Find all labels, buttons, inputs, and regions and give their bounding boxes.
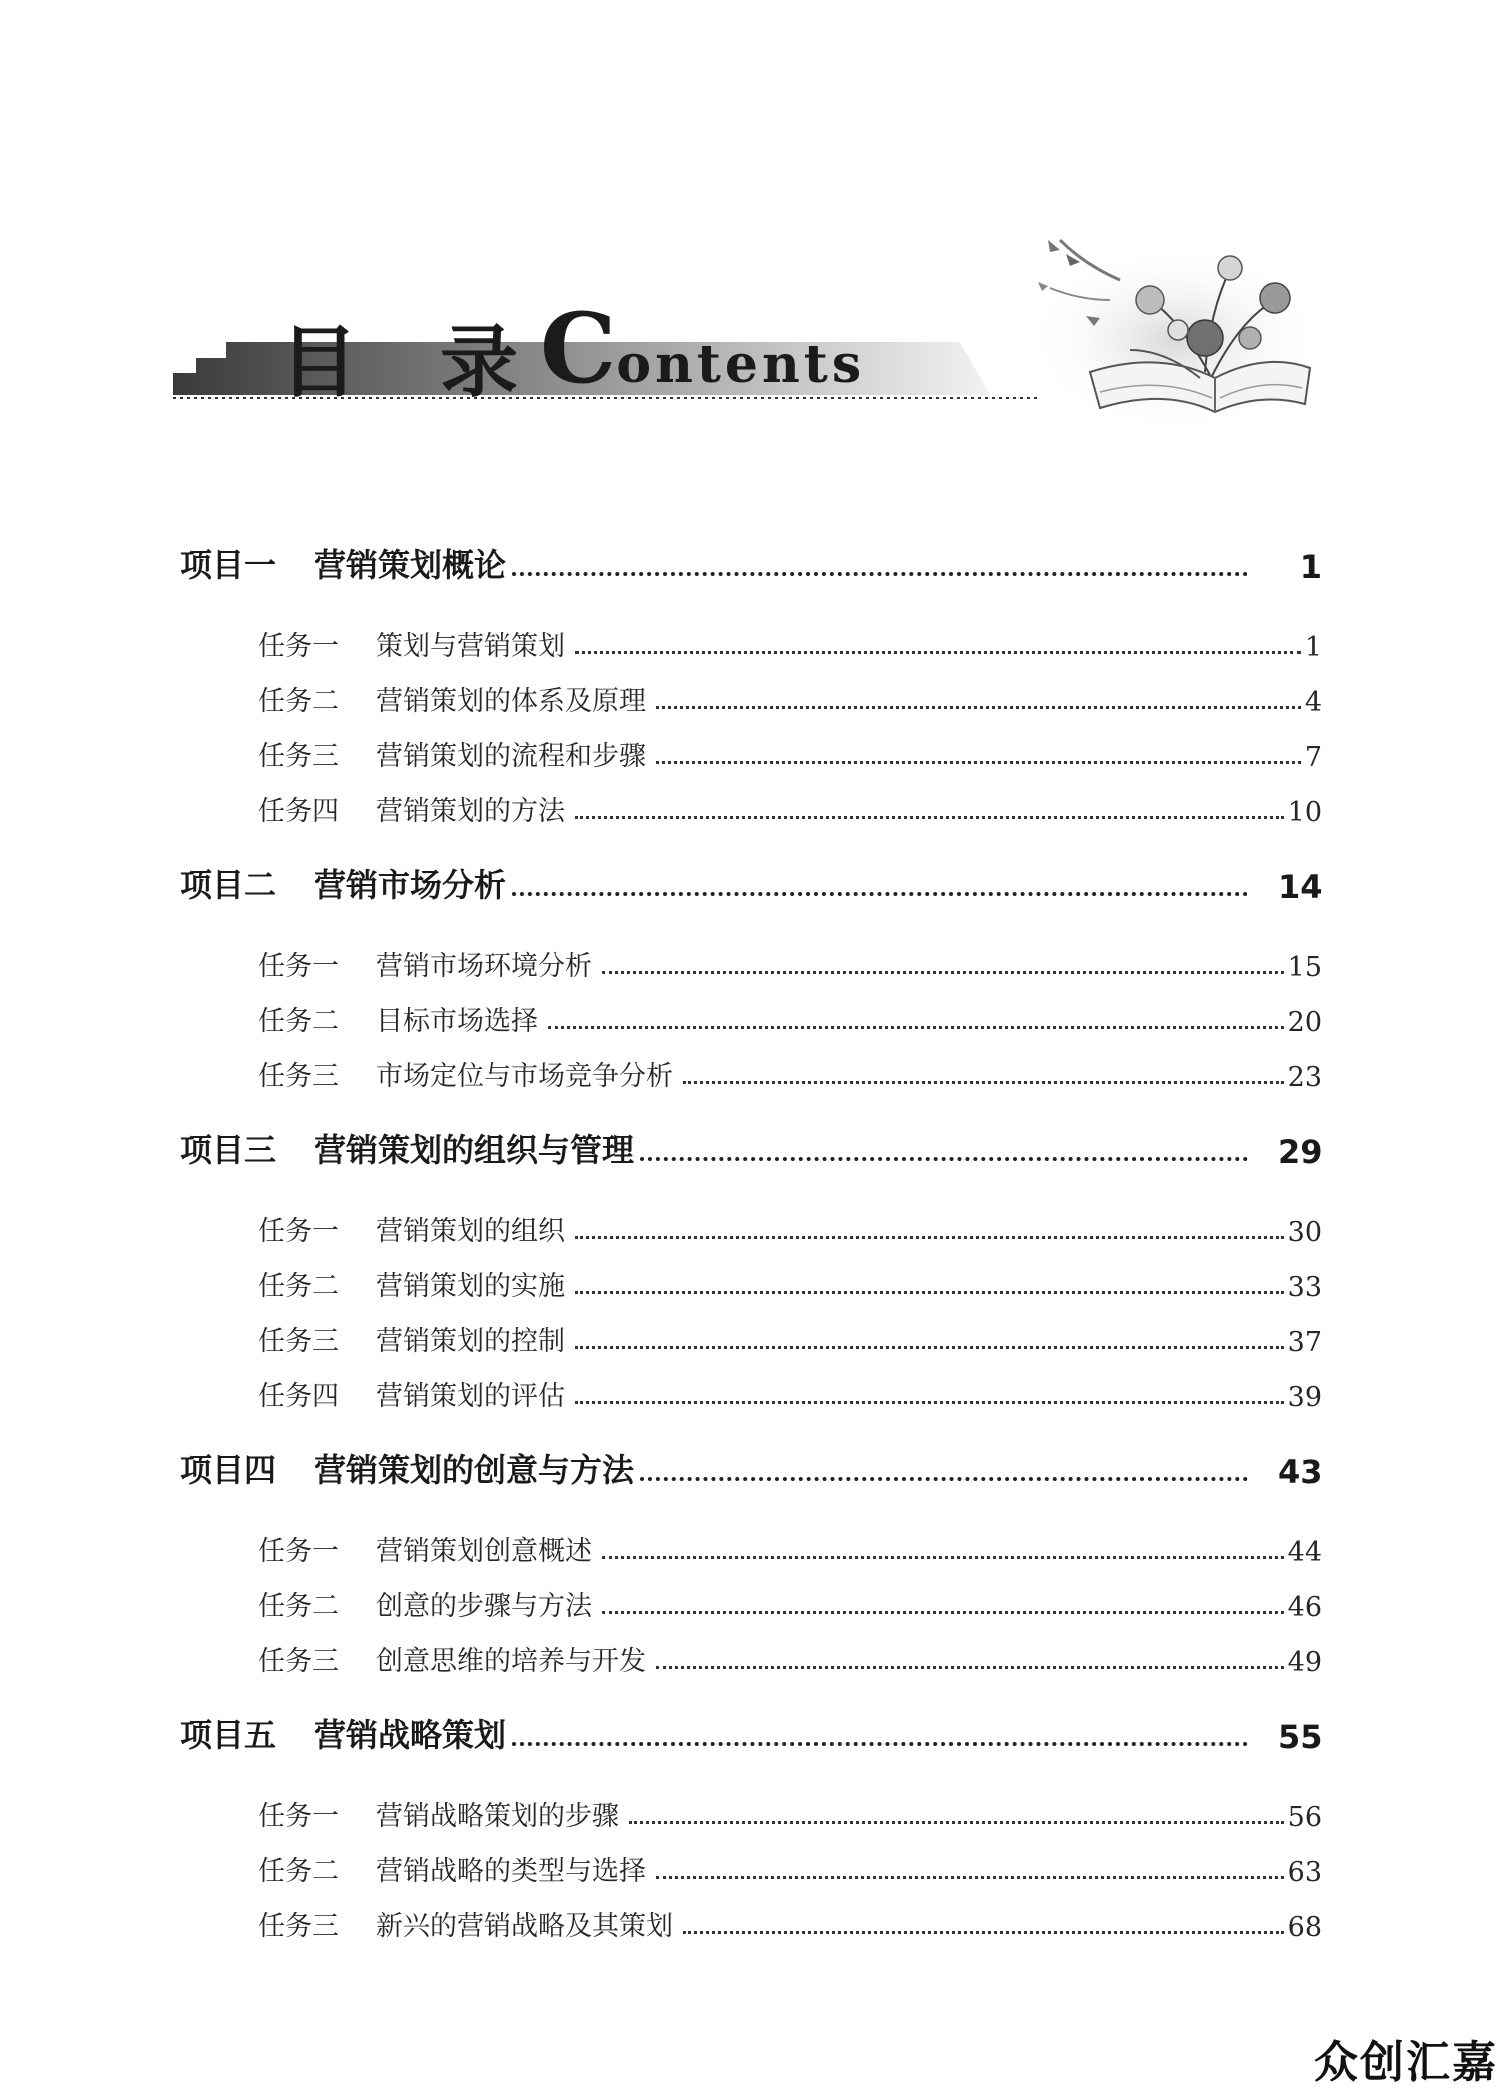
task-label: 任务二: [258, 1006, 339, 1037]
toc-task[interactable]: [180, 1568, 1322, 1623]
task-label: 任务二: [258, 1271, 339, 1302]
task-page-number: 33: [1287, 1272, 1322, 1303]
task-title: 营销策划的控制: [376, 1326, 565, 1357]
dot-leader: [656, 706, 1301, 709]
dot-leader: [656, 761, 1301, 764]
task-title: 营销策划的组织: [376, 1216, 565, 1247]
task-page-number: 37: [1287, 1327, 1322, 1358]
title-contents-rest: ontents: [616, 334, 866, 395]
flower-book-illustration: [1025, 235, 1325, 425]
task-title: 创意的步骤与方法: [376, 1591, 592, 1622]
task-page-number: 15: [1287, 952, 1322, 983]
task-label: 任务二: [258, 1856, 339, 1887]
toc-task[interactable]: [180, 1778, 1322, 1833]
dot-leader: [512, 1742, 1248, 1746]
dot-leader: [602, 1611, 1284, 1614]
project-page-number: 1: [1299, 548, 1322, 586]
task-page-number: 7: [1304, 742, 1322, 773]
dot-leader: [575, 1346, 1284, 1349]
task-page-number: 56: [1287, 1802, 1322, 1833]
task-page-number: 23: [1287, 1062, 1322, 1093]
task-label: 任务四: [258, 796, 339, 827]
dot-leader: [575, 1236, 1284, 1239]
task-label: 任务一: [258, 631, 339, 662]
title-contents: [540, 292, 865, 405]
task-label: 任务二: [258, 1591, 339, 1622]
toc-project-3[interactable]: [180, 1113, 1322, 1171]
task-title: 营销策划的实施: [376, 1271, 565, 1302]
task-label: 任务三: [258, 1326, 339, 1357]
task-label: 任务三: [258, 1061, 339, 1092]
task-label: 任务三: [258, 1911, 339, 1942]
dot-leader: [602, 971, 1284, 974]
toc-project-4[interactable]: [180, 1433, 1322, 1491]
task-label: 任务一: [258, 1536, 339, 1567]
task-page-number: 4: [1304, 687, 1322, 718]
project-title: 营销市场分析: [314, 866, 507, 904]
project-title: 营销策划的创意与方法: [314, 1451, 635, 1489]
dot-leader: [575, 816, 1284, 819]
project-page-number: 29: [1278, 1133, 1323, 1171]
toc-task[interactable]: [180, 1888, 1322, 1943]
task-list-1: [180, 608, 1322, 828]
dot-leader: [640, 1477, 1248, 1481]
toc-task[interactable]: [180, 1358, 1322, 1413]
toc-task[interactable]: [180, 983, 1322, 1038]
task-label: 任务四: [258, 1381, 339, 1412]
dot-leader: [683, 1081, 1284, 1084]
toc-task[interactable]: [180, 1038, 1322, 1093]
task-page-number: 68: [1287, 1912, 1322, 1943]
toc-task[interactable]: [180, 773, 1322, 828]
task-title: 营销战略策划的步骤: [376, 1801, 619, 1832]
task-list-3: [180, 1193, 1322, 1413]
dot-leader: [656, 1666, 1284, 1669]
task-title: 新兴的营销战略及其策划: [376, 1911, 673, 1942]
task-list-5: [180, 1778, 1322, 1943]
task-title: 市场定位与市场竞争分析: [376, 1061, 673, 1092]
toc-task[interactable]: [180, 718, 1322, 773]
task-page-number: 46: [1287, 1592, 1322, 1623]
toc-task[interactable]: [180, 663, 1322, 718]
task-page-number: 39: [1287, 1382, 1322, 1413]
task-page-number: 10: [1287, 797, 1322, 828]
project-title: 营销策划概论: [314, 546, 507, 584]
toc-task[interactable]: [180, 1833, 1322, 1888]
toc-project-5[interactable]: [180, 1698, 1322, 1756]
title-contents-initial: C: [540, 292, 617, 405]
dot-leader: [512, 892, 1248, 896]
task-page-number: 20: [1287, 1007, 1322, 1038]
dot-leader: [656, 1876, 1284, 1879]
dot-leader: [575, 1291, 1284, 1294]
task-page-number: 63: [1287, 1857, 1322, 1888]
toc-task[interactable]: [180, 1193, 1322, 1248]
project-title: 营销策划的组织与管理: [314, 1131, 635, 1169]
dot-leader: [575, 1401, 1284, 1404]
task-page-number: 1: [1304, 632, 1322, 663]
task-label: 任务三: [258, 741, 339, 772]
task-label: 任务二: [258, 686, 339, 717]
project-label: 项目二: [180, 866, 277, 904]
toc-task[interactable]: [180, 1623, 1322, 1678]
title-char-mu: 目: [280, 317, 361, 408]
project-page-number: 55: [1278, 1718, 1323, 1756]
dot-leader: [512, 572, 1248, 576]
task-list-4: [180, 1513, 1322, 1678]
toc-task[interactable]: [180, 1303, 1322, 1358]
project-label: 项目一: [180, 546, 277, 584]
dot-leader: [602, 1556, 1284, 1559]
dot-leader: [575, 651, 1301, 654]
task-title: 目标市场选择: [376, 1006, 538, 1037]
toc-task[interactable]: [180, 608, 1322, 663]
task-title: 营销战略的类型与选择: [376, 1856, 646, 1887]
toc-task[interactable]: [180, 1513, 1322, 1568]
task-label: 任务三: [258, 1646, 339, 1677]
project-label: 项目五: [180, 1716, 277, 1754]
task-label: 任务一: [258, 1801, 339, 1832]
dot-leader: [548, 1026, 1284, 1029]
task-title: 营销策划的流程和步骤: [376, 741, 646, 772]
task-title: 营销策划创意概述: [376, 1536, 592, 1567]
publisher-watermark: 众创汇嘉: [1314, 2037, 1498, 2088]
task-page-number: 30: [1287, 1217, 1322, 1248]
task-title: 创意思维的培养与开发: [376, 1646, 646, 1677]
dot-leader: [640, 1157, 1248, 1161]
task-page-number: 44: [1287, 1537, 1322, 1568]
contents-header: [0, 0, 1504, 440]
task-title: 营销策划的体系及原理: [376, 686, 646, 717]
table-of-contents: [180, 528, 1322, 1963]
project-page-number: 14: [1278, 868, 1323, 906]
project-title: 营销战略策划: [314, 1716, 507, 1754]
toc-project-2[interactable]: [180, 848, 1322, 906]
dot-leader: [629, 1821, 1284, 1824]
toc-project-1[interactable]: [180, 528, 1322, 586]
project-page-number: 43: [1278, 1453, 1323, 1491]
task-title: 策划与营销策划: [376, 631, 565, 662]
task-label: 任务一: [258, 951, 339, 982]
task-title: 营销策划的评估: [376, 1381, 565, 1412]
task-page-number: 49: [1287, 1647, 1322, 1678]
task-title: 营销策划的方法: [376, 796, 565, 827]
task-label: 任务一: [258, 1216, 339, 1247]
task-list-2: [180, 928, 1322, 1093]
project-label: 项目四: [180, 1451, 277, 1489]
toc-task[interactable]: [180, 1248, 1322, 1303]
title-char-lu: 录: [440, 317, 521, 408]
project-label: 项目三: [180, 1131, 277, 1169]
task-title: 营销市场环境分析: [376, 951, 592, 982]
toc-task[interactable]: [180, 928, 1322, 983]
dot-leader: [683, 1931, 1284, 1934]
